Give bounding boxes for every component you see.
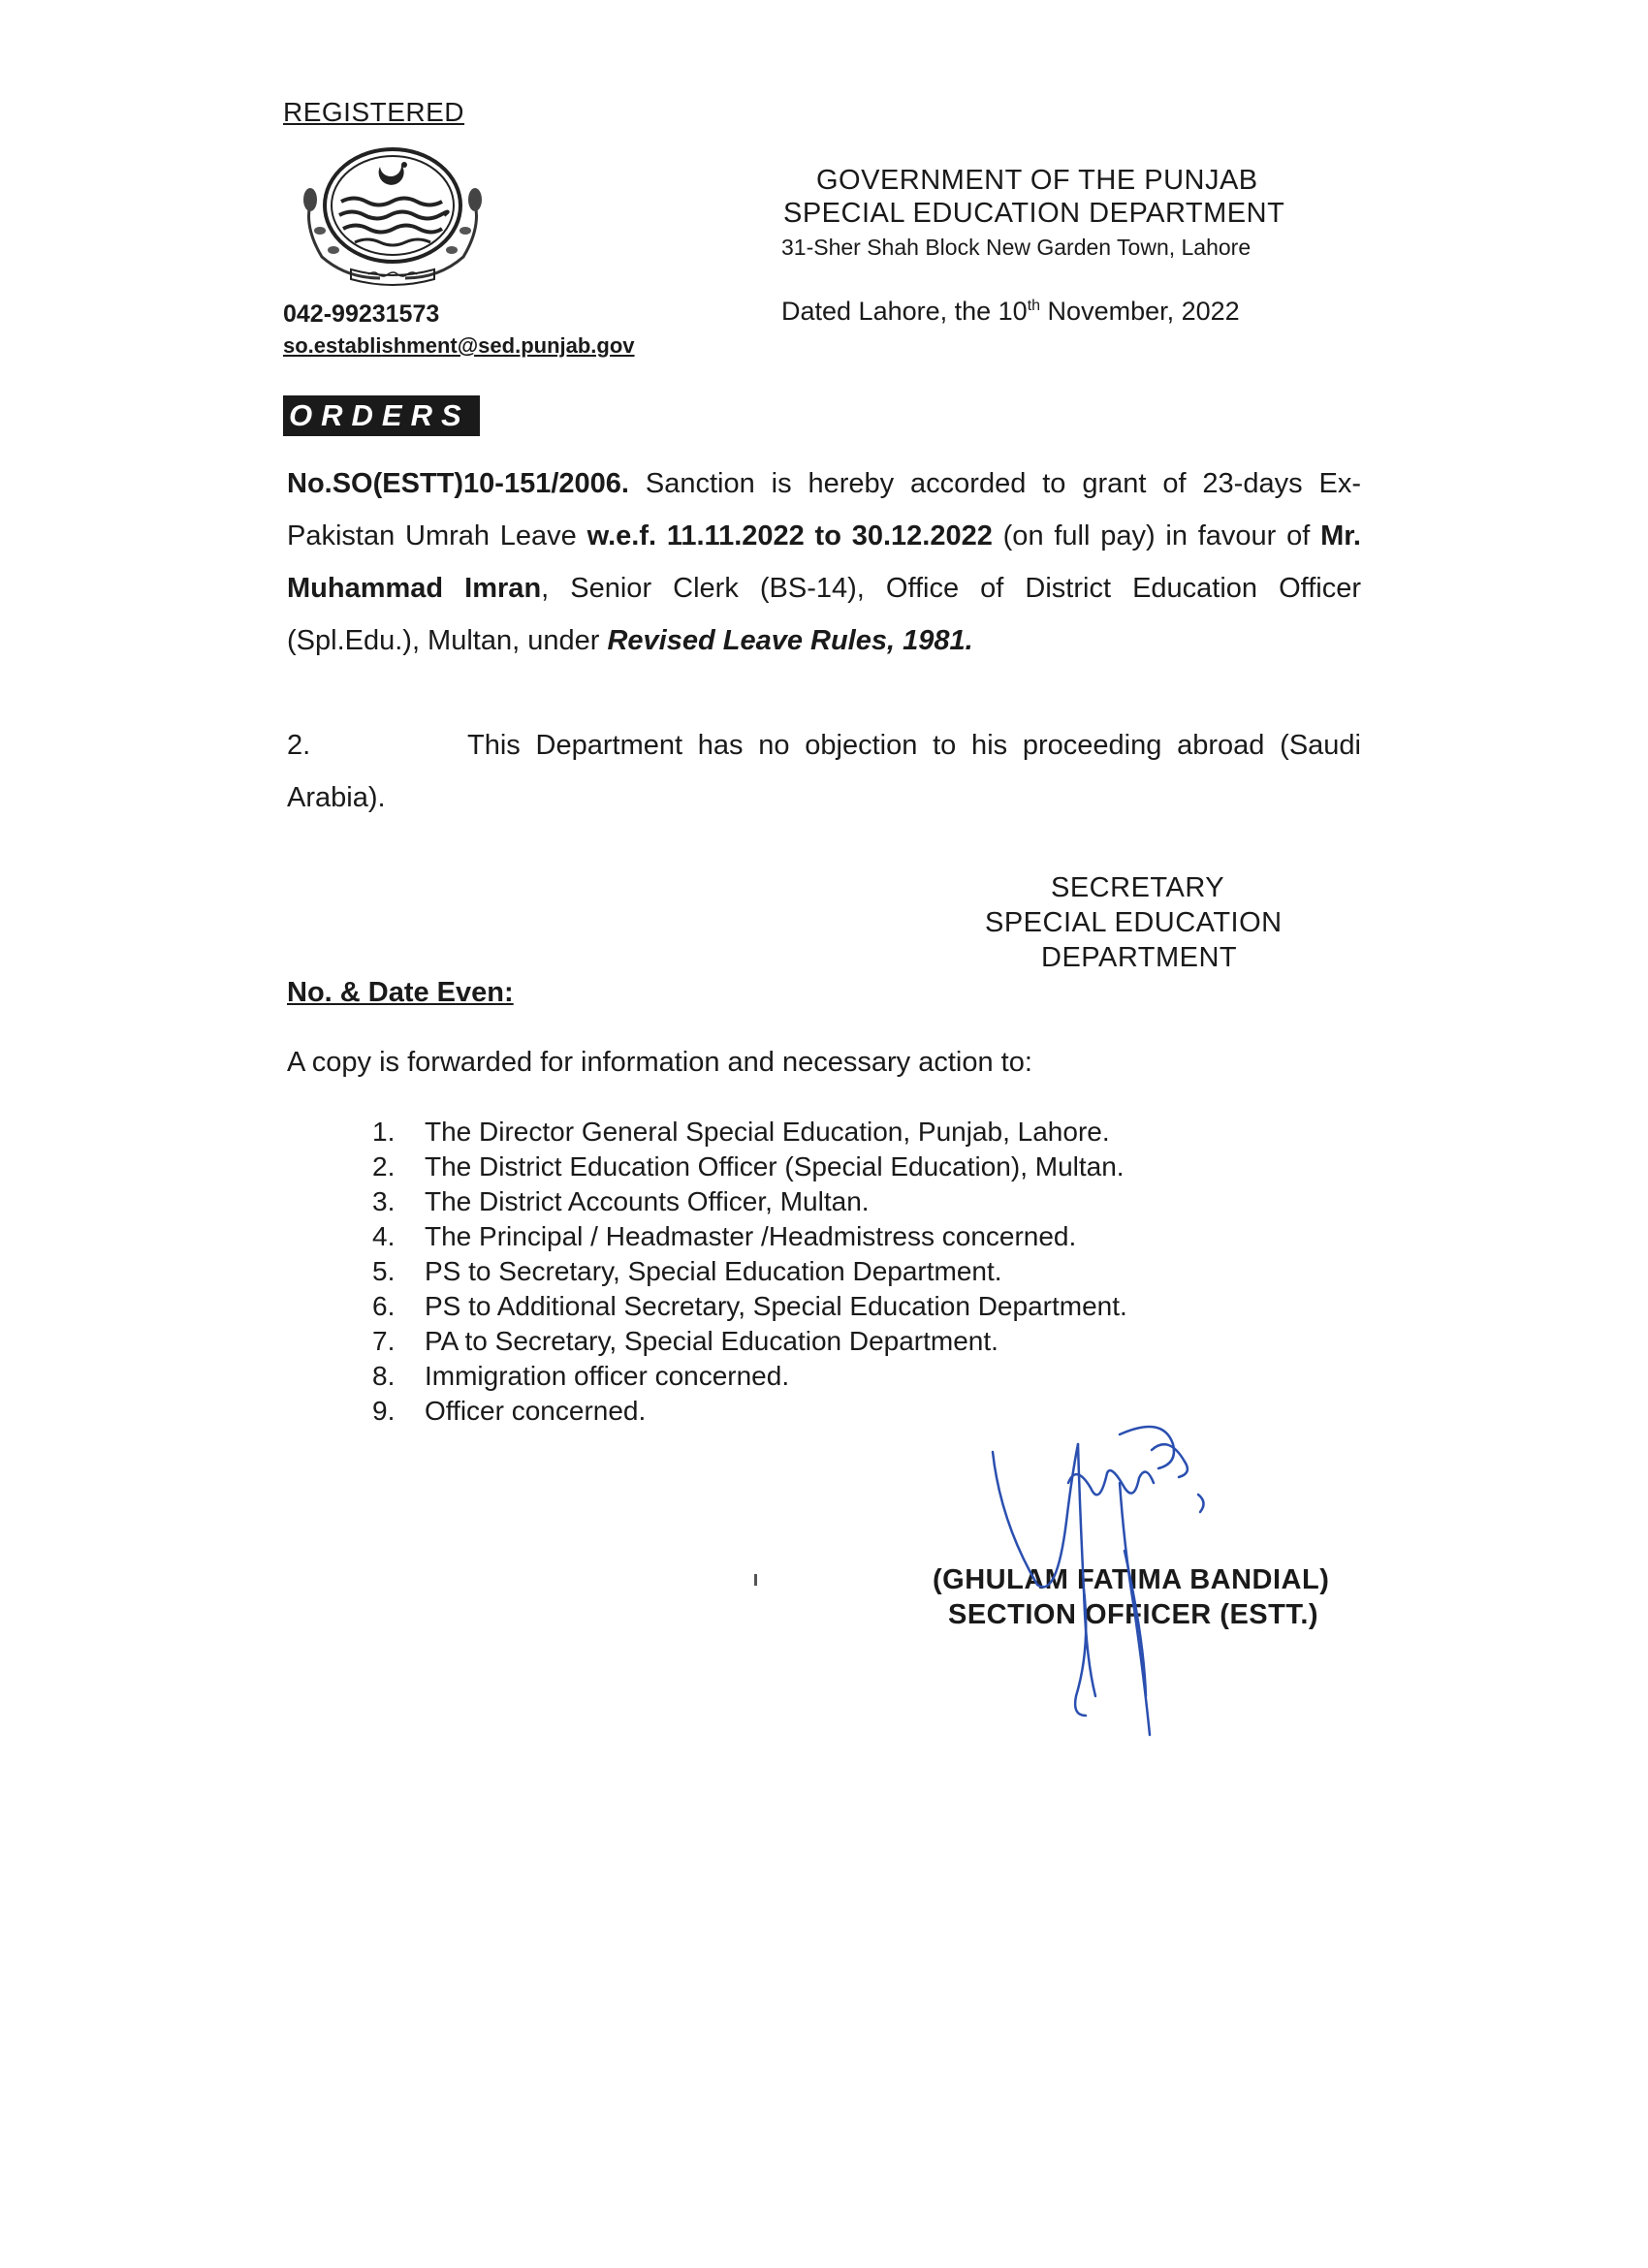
order-date-to: 30.12.2022 <box>851 520 993 551</box>
phone-number: 042-99231573 <box>283 300 440 328</box>
list-item <box>372 1359 1127 1394</box>
list-item-number: 8. <box>372 1361 396 1391</box>
paragraph-2 <box>287 719 1361 824</box>
list-item <box>372 1115 1127 1150</box>
order-date-from: 11.11.2022 <box>666 520 805 551</box>
signatory-name: (GHULAM FATIMA BANDIAL) <box>933 1564 1330 1595</box>
order-person: Mr. Muhammad Imran <box>287 520 1361 604</box>
list-item-text: Immigration officer concerned. <box>425 1361 790 1391</box>
order-text-1: Sanction is hereby accorded to grant of 23-days Ex-Pakistan Umrah Leave <box>287 468 1361 551</box>
order-wef: w.e.f. <box>586 520 657 551</box>
list-item-text: PS to Additional Secretary, Special Education Department. <box>425 1291 1127 1321</box>
list-item-number: 9. <box>372 1396 396 1426</box>
list-item-text: The District Education Officer (Special Education), Multan. <box>425 1151 1125 1181</box>
list-item-text: The Principal / Headmaster /Headmistress concerned. <box>425 1221 1077 1251</box>
secretary-line-1: SECRETARY <box>1051 872 1225 903</box>
list-item-number: 4. <box>372 1221 396 1251</box>
list-item-number: 5. <box>372 1256 396 1286</box>
date-suffix: November, 2022 <box>1040 297 1240 326</box>
list-item-number: 2. <box>372 1151 396 1181</box>
copy-forwarded-line: A copy is forwarded for information and necessary action to: <box>287 1047 1032 1078</box>
list-item-text: Officer concerned. <box>425 1396 647 1426</box>
list-item-text: The Director General Special Education, Punjab, Lahore. <box>425 1117 1110 1147</box>
registered-label: REGISTERED <box>283 97 465 127</box>
department-title: SPECIAL EDUCATION DEPARTMENT <box>783 198 1285 229</box>
list-item-text: PS to Secretary, Special Education Department. <box>425 1256 1002 1286</box>
signatory-title: SECTION OFFICER (ESTT.) <box>948 1599 1319 1630</box>
list-item <box>372 1254 1127 1289</box>
list-item-number: 3. <box>372 1186 396 1216</box>
department-address: 31-Sher Shah Block New Garden Town, Lahore <box>781 235 1252 260</box>
list-item-number: 7. <box>372 1326 396 1356</box>
order-text-3: , Senior Clerk (BS-14), Office of District Education Officer (Spl.Edu.), Multan, under <box>287 573 1361 656</box>
list-item-number: 6. <box>372 1291 396 1321</box>
order-to: to <box>804 520 852 551</box>
order-text-2: (on full pay) in favour of <box>992 520 1321 551</box>
order-rules: Revised Leave Rules, 1981. <box>607 625 973 656</box>
punjab-government-emblem-icon <box>291 145 494 291</box>
list-item <box>372 1150 1127 1184</box>
orders-heading: ORDERS <box>283 395 480 436</box>
order-number: No.SO(ESTT)10-151/2006. <box>287 468 629 499</box>
order-paragraph <box>287 457 1361 667</box>
paragraph-2-text: This Department has no objection to his proceeding abroad (Saudi Arabia). <box>287 730 1361 813</box>
list-item <box>372 1219 1127 1254</box>
no-date-even: No. & Date Even: <box>287 977 514 1008</box>
scan-speck <box>754 1574 757 1586</box>
handwritten-signature-icon <box>979 1405 1251 1745</box>
list-item <box>372 1184 1127 1219</box>
date-ordinal: th <box>1027 298 1041 314</box>
date-prefix: Dated Lahore, the 10 <box>781 297 1028 326</box>
paragraph-2-number: 2. <box>287 730 311 761</box>
list-item-text: PA to Secretary, Special Education Department. <box>425 1326 998 1356</box>
list-item-text: The District Accounts Officer, Multan. <box>425 1186 870 1216</box>
email-address[interactable]: so.establishment@sed.punjab.gov <box>283 333 635 358</box>
list-item <box>372 1324 1127 1359</box>
distribution-list <box>372 1115 1127 1429</box>
order-space <box>656 520 667 551</box>
secretary-line-3: DEPARTMENT <box>1041 942 1238 973</box>
secretary-line-2: SPECIAL EDUCATION <box>985 907 1283 938</box>
letter-date <box>781 297 1240 327</box>
government-title: GOVERNMENT OF THE PUNJAB <box>816 165 1258 196</box>
list-item-number: 1. <box>372 1117 396 1147</box>
list-item <box>372 1289 1127 1324</box>
